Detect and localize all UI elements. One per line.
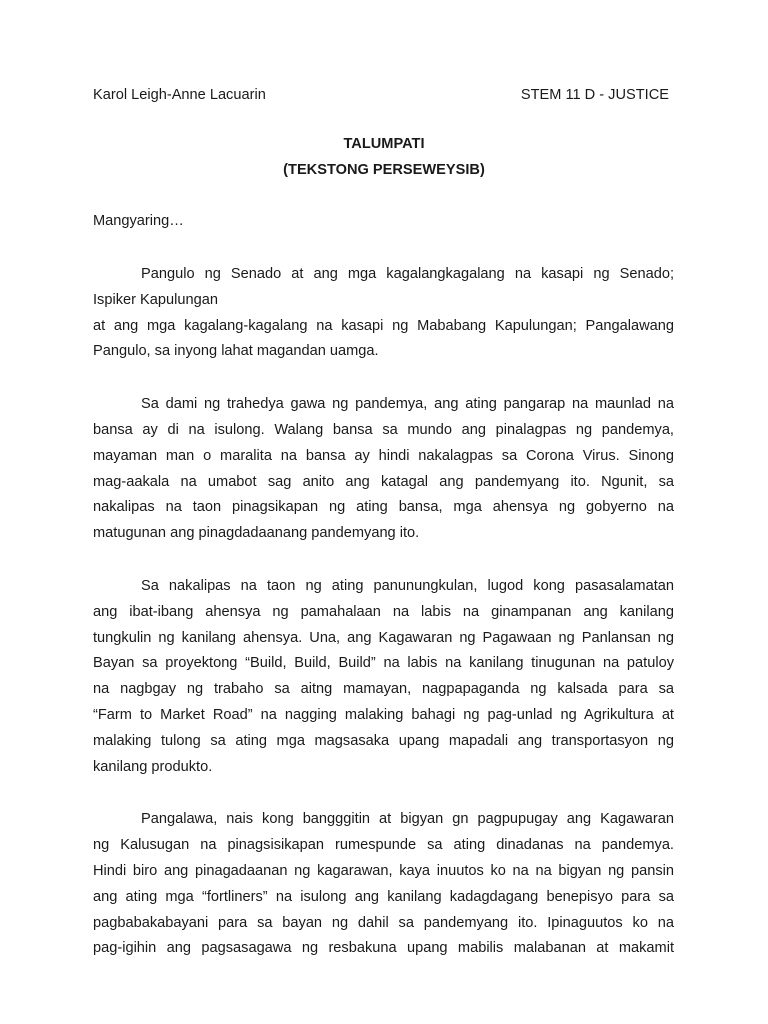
paragraph-line: Hindi biro ang pinagadaanan ng kagarawan, kaya inuutos ko na na bigyan ng pansin — [93, 862, 674, 879]
paragraph-line: malaking tulong sa ating mga magsasaka upang mapadali ang transportasyon ng — [93, 732, 674, 749]
paragraph — [93, 262, 674, 365]
paragraph-line: ang ibat-ibang ahensya ng pamahalaan na labis na ginampanan ang kanilang — [93, 603, 674, 620]
paragraph-line: Pangulo ng Senado at ang mga kagalangkagalang na kasapi ng Senado; — [141, 266, 674, 282]
section-label: STEM 11 D - JUSTICE — [520, 87, 669, 103]
paragraph-line: Bayan sa proyektong “Build, Build, Build” na labis na kanilang tinugunan na patuloy — [93, 655, 674, 672]
document-title: TALUMPATI — [343, 136, 425, 152]
paragraph-line: Ispiker Kapulungan — [93, 291, 218, 308]
paragraph-line: pag-igihin ang pagsasagawa ng resbakuna upang mabilis malabanan at makamit — [93, 940, 674, 957]
paragraph-line: kanilang produkto. — [93, 758, 213, 775]
paragraph-line: Sa dami ng trahedya gawa ng pandemya, ang ating pangarap na maunlad na — [141, 396, 674, 413]
paragraph-line: pagbabakabayani para sa bayan ng dahil sa pandemyang ito. Ipinaguutos ko na — [93, 914, 674, 931]
paragraph-line: Pangalawa, nais kong bangggitin at bigyan gn pagpupugay ang Kagawaran — [141, 811, 674, 828]
paragraph-line: nakalipas na taon pinagsikapan ng ating bansa, mga ahensya ng gobyerno na — [93, 499, 674, 516]
paragraph-line: mayaman man o maralita na bansa ay hindi nakalagpas sa Corona Virus. Sinong — [93, 447, 674, 464]
paragraph — [93, 392, 674, 547]
paragraph-line: bansa ay di na isulong. Walang bansa sa mundo ang pinalagpas ng pandemya, — [93, 421, 674, 438]
paragraph-line: na nagbgay ng trabaho sa aitng mamayan, nagpapaganda ng kalsada para sa — [93, 681, 674, 698]
paragraph-line: matugunan ang pinagdadaanang pandemyang ito. — [93, 525, 420, 542]
paragraph-line: mag-aakala na umabot sag anito ang katagal ang pandemyang ito. Ngunit, sa — [93, 473, 674, 490]
paragraph-line: Sa nakalipas na taon ng ating panunungkulan, lugod kong pasasalamatan — [141, 577, 674, 594]
paragraph-line: tungkulin ng kanilang ahensya. Una, ang Kagawaran ng Pagawaan ng Panlansan ng — [93, 629, 674, 646]
paragraph-line: “Farm to Market Road” na nagging malaking bahagi ng pag-unlad ng Agrikultura at — [93, 706, 674, 723]
paragraph-line: ng Kalusugan na pinagsisikapan rumespunde sa ating dinadanas na pandemya. — [93, 837, 674, 854]
paragraph-line: at ang mga kagalang-kagalang na kasapi ng Mababang Kapulungan; Pangalawang — [93, 317, 674, 334]
speech-body — [93, 262, 674, 989]
paragraph-line: Pangulo, sa inyong lahat magandan uamga. — [93, 343, 379, 360]
paragraph — [93, 574, 674, 780]
paragraph — [93, 807, 674, 962]
document-header — [93, 87, 669, 107]
paragraph-line: ang ating mga “fortliners” na isulong ang kanilang kadagdagang benepisyo para sa — [93, 888, 674, 905]
document-subtitle: (TEKSTONG PERSEWEYSIB) — [283, 162, 485, 178]
salutation: Mangyaring… — [93, 213, 184, 229]
author-name: Karol Leigh-Anne Lacuarin — [93, 87, 266, 103]
